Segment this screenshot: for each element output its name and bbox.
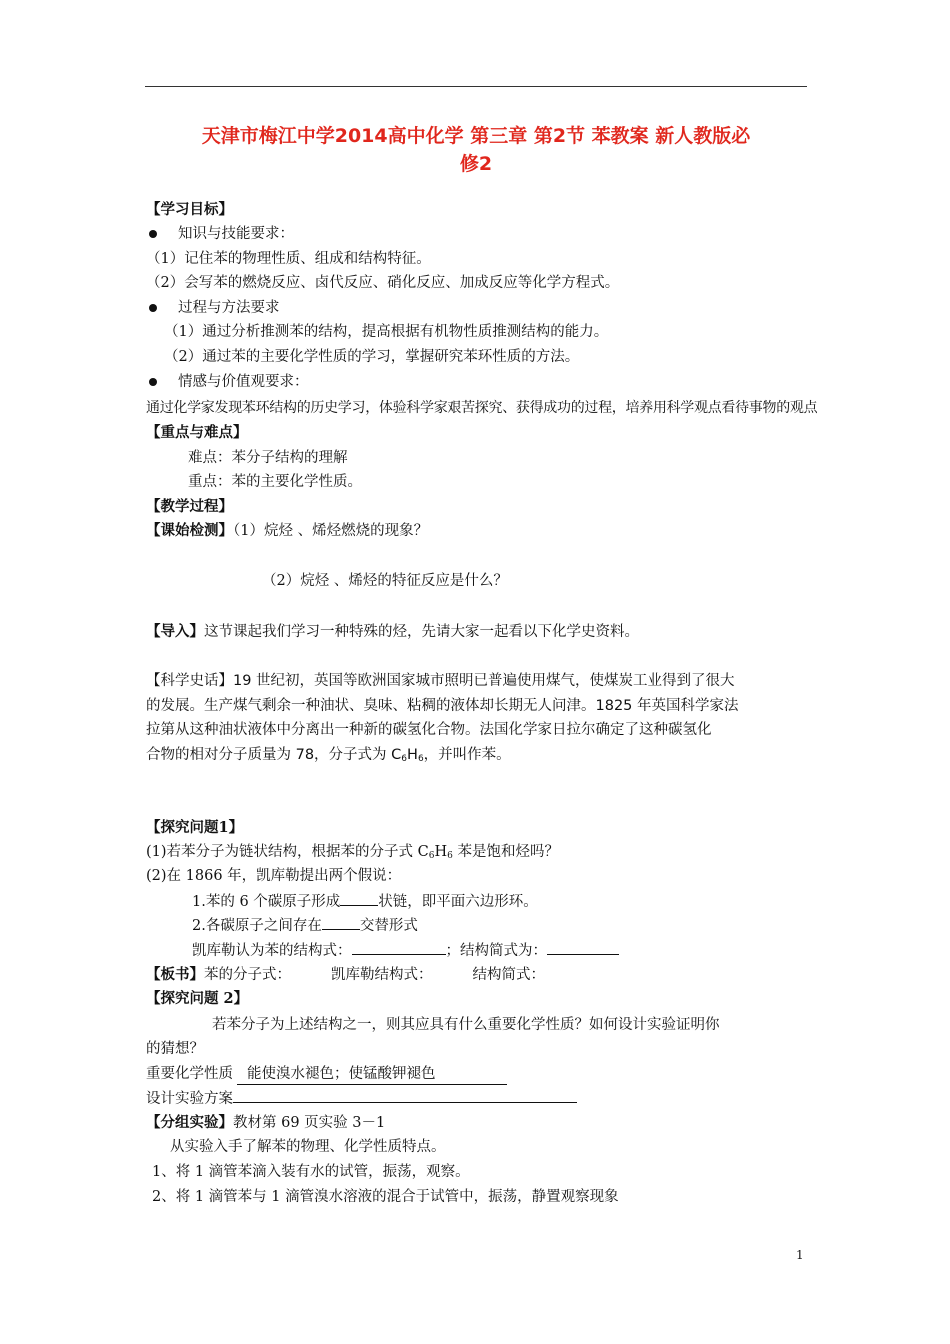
intro-text: 这节课起我们学习一种特殊的烃，先请大家一起看以下化学史资料。	[204, 624, 639, 640]
fill-blank	[340, 891, 378, 906]
title-line-2: 修2	[459, 153, 493, 175]
knowledge-item-1: （1）记住苯的物理性质、组成和结构特征。	[146, 251, 431, 267]
pre-check-question-1: （1）烷烃 、烯烃燃烧的现象？	[233, 523, 429, 539]
process-heading: 【教学过程】	[146, 498, 233, 515]
inquiry-1-heading: 【探究问题1】	[146, 819, 244, 836]
inquiry-2-question-line-2: 的猜想？	[146, 1041, 204, 1057]
fill-blank	[233, 1088, 577, 1103]
history-label: 【科学史话】	[146, 673, 233, 689]
process-item-2: （2）通过苯的主要化学性质的学习，掌握研究苯环性质的方法。	[164, 349, 580, 365]
history-line-3: 拉第从这种油状液体中分离出一种新的碳氢化合物。法国化学家日拉尔确定了这种碳氢化	[146, 722, 712, 738]
page-number: 1	[796, 1248, 804, 1262]
key-points-heading: 【重点与难点】	[146, 424, 248, 441]
pre-check-question-2: （2）烷烃 、烯烃的特征反应是什么？	[262, 573, 508, 589]
board-notes: 【板书】苯的分子式： 凯库勒结构式： 结构简式：	[146, 966, 545, 983]
introduction	[146, 622, 639, 642]
chemical-property-line: 重要化学性质 能使溴水褪色；使锰酸钾褪色	[146, 1064, 507, 1085]
experiment-step-1: 1、将 1 滴管苯滴入装有水的试管，振荡，观察。	[152, 1164, 470, 1180]
fill-blank	[322, 915, 360, 930]
group-experiment	[146, 1113, 385, 1133]
inquiry-2-question-line-1: 若苯分子为上述结构之一，则其应具有什么重要化学性质？如何设计实验证明你	[212, 1017, 720, 1033]
emotion-item-1: 通过化学家发现苯环结构的历史学习，体验科学家艰苦探究、获得成功的过程，培养用科学观点看待事物的观点	[146, 400, 818, 416]
hypothesis-2: 2.各碳原子之间存在 交替形式	[192, 915, 418, 936]
fill-blank	[547, 940, 619, 955]
kekule-structure: 凯库勒认为苯的结构式： ；结构简式为：	[192, 940, 619, 961]
history-line-4: 合物的相对分子质量为 78，分子式为 $C_6H_6$，并叫作苯。	[146, 747, 511, 764]
bullet-icon	[149, 230, 157, 238]
inquiry-1-question-1: (1)若苯分子为链状结构，根据苯的分子式 $C_6H_6$ 苯是饱和烃吗？	[146, 844, 559, 861]
emotion-values-label: 情感与价值观要求：	[178, 374, 309, 390]
difficult-point: 难点：苯分子结构的理解	[188, 450, 348, 466]
title-line-1: 天津市梅江中学2014高中化学 第三章 第2节 苯教案 新人教版必	[201, 125, 751, 147]
history-line-1: 【科学史话】19 世纪初，英国等欧洲国家城市照明已普遍使用煤气，使煤炭工业得到了很大	[146, 673, 735, 689]
chemical-property-answer: 能使溴水褪色；使锰酸钾褪色	[237, 1064, 507, 1085]
bullet-icon	[149, 378, 157, 386]
key-point: 重点：苯的主要化学性质。	[188, 474, 362, 490]
intro-label: 【导入】	[146, 623, 204, 640]
inquiry-2-heading: 【探究问题 2】	[146, 990, 249, 1007]
board-label: 【板书】	[146, 966, 204, 983]
hypothesis-1: 1.苯的 6 个碳原子形成 状链，即平面六边形环。	[192, 891, 538, 912]
pre-check-label: 【课始检测】	[146, 522, 233, 539]
knowledge-item-2: （2）会写苯的燃烧反应、卤代反应、硝化反应、加成反应等化学方程式。	[146, 275, 620, 291]
knowledge-skills-label: 知识与技能要求：	[178, 226, 294, 242]
experiment-step-2: 2、将 1 滴管苯与 1 滴管溴水溶液的混合于试管中，振荡，静置观察现象	[152, 1189, 619, 1205]
objectives-heading: 【学习目标】	[146, 201, 233, 218]
pre-check	[146, 521, 428, 541]
fill-blank	[352, 940, 446, 955]
experiment-design-line: 设计实验方案	[146, 1088, 577, 1109]
process-methods-label: 过程与方法要求	[178, 300, 280, 316]
experiment-description: 从实验入手了解苯的物理、化学性质特点。	[170, 1139, 446, 1155]
document-title	[145, 122, 807, 178]
experiment-label: 【分组实验】	[146, 1114, 233, 1131]
experiment-source: 教材第 69 页实验 3－1	[233, 1115, 386, 1131]
process-item-1: （1）通过分析推测苯的结构，提高根据有机物性质推测结构的能力。	[164, 324, 609, 340]
inquiry-1-question-2: (2)在 1866 年，凯库勒提出两个假说：	[146, 868, 402, 884]
history-line-2: 的发展。生产煤气剩余一种油状、臭味、粘稠的液体却长期无人问津。1825 年英国科学家法	[146, 698, 739, 714]
header-rule	[145, 86, 807, 87]
bullet-icon	[149, 304, 157, 312]
